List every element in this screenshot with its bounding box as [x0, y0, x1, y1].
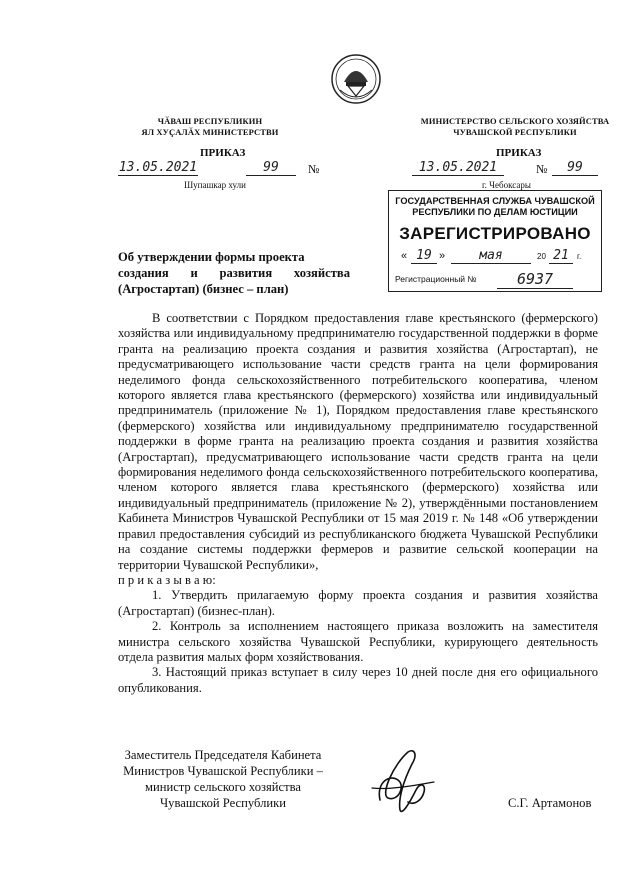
signatory-name: С.Г. Артамонов	[508, 796, 592, 810]
right-city: г. Чебоксары	[482, 180, 531, 190]
stamp-date-line: « 19 » мая 20 21 г.	[401, 248, 582, 263]
right-number-sign: №	[536, 162, 548, 176]
order-item-1: 1. Утвердить прилагаемую форму проекта создания и развития хозяйства (Агростартап) (бизнес-план).	[118, 588, 598, 618]
handwritten-signature	[368, 740, 438, 820]
position-line1: Заместитель Председателя Кабинета	[124, 748, 322, 762]
left-number: 99	[246, 160, 296, 176]
right-order-title: ПРИКАЗ	[496, 147, 542, 159]
left-org-header	[100, 116, 320, 138]
stamp-month: мая	[451, 248, 531, 264]
preamble-paragraph: В соответствии с Порядком предоставления главе крестьянского (фермерского) хозяйства или индивидуальному предпринимателю государственной поддержки в форме гранта на реализацию проекта создания и развития хозяйства (Агростартап), не предусматривающего использование части средств гранта на цели формирования неделимого фонда сельскохозяйственного потребительского кооператива, членом которого является глава крестьянского (фермерского) хозяйства или индивидуальный предприниматель (приложение № 1), Порядком предоставления главе крестьянского (фермерского) хозяйства или индивидуальному предпринимателю государственной поддержки в форме гранта на реализацию проекта создания и развития хозяйства (Агростартап), предусматривающего использование части средств гранта на цели формирования неделимого фонда сельскохозяйственного потребительского кооператива, членом которого является глава крестьянского (фермерского) хозяйства или индивидуальный предприниматель (приложение № 2), утверждёнными постановлением Кабинета Министров Чувашской Республики от 15 мая 2019 г. № 148 «Об утверждении правил предоставления субсидий из республиканского бюджета Чувашской Республики на создание системы поддержки фермеров и развитие сельской кооперации на территории Чувашской Республики»,	[118, 311, 598, 572]
title-line2: создания и развития хозяйства	[118, 266, 350, 280]
right-date: 13.05.2021	[412, 160, 504, 176]
stamp-year-prefix: 20	[537, 252, 546, 261]
right-number: 99	[552, 160, 598, 176]
coat-of-arms-emblem	[330, 52, 382, 106]
signatory-position	[108, 747, 338, 811]
left-org-line2: ЯЛ ХУҪАЛӐХ МИНИСТЕРСТВИ	[141, 127, 279, 137]
right-date-number-line	[400, 160, 610, 180]
right-org-line2: ЧУВАШСКОЙ РЕСПУБЛИКИ	[453, 127, 577, 137]
position-line3: министр сельского хозяйства	[145, 780, 301, 794]
stamp-year-unit: г.	[577, 252, 582, 261]
left-date-number-line	[118, 160, 328, 180]
right-org-line1: МИНИСТЕРСТВО СЕЛЬСКОГО ХОЗЯЙСТВА	[420, 116, 610, 126]
stamp-line2: РЕСПУБЛИКИ ПО ДЕЛАМ ЮСТИЦИИ	[412, 207, 578, 217]
title-line3: (Агростартап) (бизнес – план)	[118, 282, 289, 296]
left-date: 13.05.2021	[118, 160, 198, 175]
registration-stamp	[388, 190, 602, 292]
document-body	[118, 311, 598, 696]
left-org-line1: ЧӐВАШ РЕСПУБЛИКИН	[157, 116, 263, 126]
stamp-reg-number: 6937	[497, 270, 573, 289]
order-item-3: 3. Настоящий приказ вступает в силу через 10 дней после дня его официального опубликования.	[118, 665, 598, 695]
stamp-line1: ГОСУДАРСТВЕННАЯ СЛУЖБА ЧУВАШСКОЙ	[395, 196, 595, 206]
order-item-2: 2. Контроль за исполнением настоящего приказа возложить на заместителя министра сельского хозяйства Чувашской Республики, курирующего деятельность отдела развития малых форм хозяйствования.	[118, 619, 598, 664]
position-line4: Чувашской Республики	[160, 796, 286, 810]
document-title	[118, 249, 350, 297]
position-line2: Министров Чувашской Республики –	[123, 764, 323, 778]
left-number-sign: №	[308, 162, 320, 176]
left-city: Шупашкар хули	[184, 180, 246, 190]
stamp-reg-line	[389, 270, 601, 288]
right-org-header	[400, 116, 630, 138]
left-order-title: ПРИКАЗ	[200, 147, 246, 159]
stamp-status: ЗАРЕГИСТРИРОВАНО	[399, 224, 591, 243]
stamp-reg-label: Регистрационный №	[395, 274, 477, 284]
stamp-year-suffix: 21	[549, 248, 573, 264]
order-word: п р и к а з ы в а ю:	[118, 572, 216, 587]
stamp-day: 19	[411, 248, 437, 264]
title-line1: Об утверждении формы проекта	[118, 250, 305, 264]
